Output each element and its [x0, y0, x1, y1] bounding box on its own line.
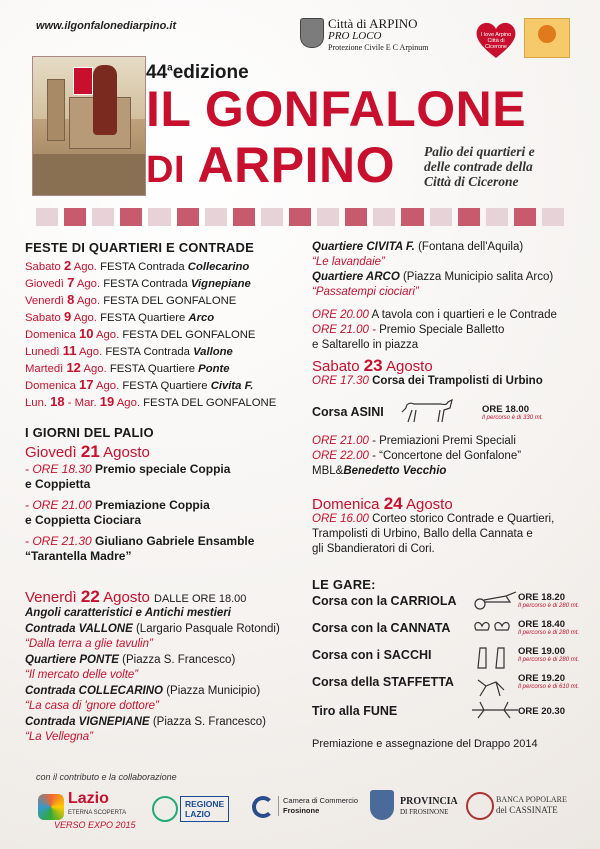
asini-time	[482, 404, 543, 421]
arpino-crest-icon	[300, 18, 324, 48]
text-right-sab2100_text: - Premiazioni Premi Speciali	[372, 435, 516, 447]
heart-logo-icon	[474, 20, 518, 60]
text-right-gare-3-pre: Corsa della	[312, 675, 380, 689]
event-line	[312, 449, 521, 464]
text-left-feste_last-a: Lun.	[25, 397, 47, 409]
text-left-gio_items-0-time: - ORE 18.30	[25, 462, 92, 476]
text-right-top_items-1-place: (Piazza Municipio salita Arco)	[402, 271, 554, 283]
gara-time	[518, 706, 565, 717]
event-line	[312, 512, 554, 527]
event-line: e Coppietta Ciociara	[25, 513, 142, 527]
text-left-feste-1-day: Giovedì	[25, 278, 64, 290]
text-left-feste-4-month: Ago.	[95, 329, 120, 341]
text-footer-banca-0: BANCA POPOLARE	[496, 795, 567, 804]
gare-list	[312, 594, 580, 724]
text-footer-lazio-0: Lazio	[68, 790, 109, 807]
giovedi-date	[25, 442, 150, 462]
text-footer-banca-1: del CASSINATE	[496, 805, 558, 815]
text-right-sab_num: 23	[363, 356, 383, 375]
text-right-gare-4-name: FUNE	[363, 704, 398, 718]
text-left-gio_items-0-text: Premio speciale Coppia	[95, 462, 231, 476]
text-left-feste-0-name: Collecarino	[187, 261, 250, 273]
text-left-feste-7-day: Domenica	[25, 380, 76, 392]
text-right-gare-0-pre: Corsa con la	[312, 594, 388, 608]
feste-heading: FESTE DI QUARTIERI E CONTRADE	[25, 240, 254, 255]
text-left-ven_items-0-name: Contrada VALLONE	[25, 622, 133, 635]
text-right-sab_text: Corsa dei Trampolisti di Urbino	[372, 375, 543, 387]
text-left-feste-6-name: Ponte	[198, 363, 230, 375]
feste-row	[25, 309, 276, 326]
wheelbarrow-icon	[475, 592, 516, 609]
text-left-ven_items-3-place: (Piazza S. Francesco)	[152, 715, 266, 728]
title-di: DI	[146, 149, 185, 191]
gara-row	[312, 704, 397, 718]
text-right-gare-2-pre: Corsa con i	[312, 648, 381, 662]
text-left-feste_last-b_num: 19	[99, 394, 115, 409]
event-line	[312, 308, 557, 323]
event-line	[312, 434, 521, 449]
gare-heading: LE GARE:	[312, 577, 376, 592]
text-right-dom_text: Corteo storico Contrade e Quartieri,	[372, 513, 555, 525]
text-left-feste-3-month: Ago.	[73, 312, 97, 324]
event-line	[25, 622, 280, 638]
event-quote: “Le lavandaie”	[312, 256, 385, 268]
subtitle-line: Città di Cicerone	[424, 174, 519, 189]
text-right-dom_month: Agosto	[405, 496, 453, 513]
text-left-feste-1-name: Vignepiane	[190, 278, 251, 290]
gara-time	[518, 646, 579, 663]
text-left-gio_day: Giovedì	[25, 444, 77, 461]
event-line: e Coppietta	[25, 477, 91, 491]
heart-text-2: Città di	[487, 38, 505, 44]
event-quote: “La Vellegna”	[25, 731, 93, 743]
text-left-feste-0-day: Sabato	[25, 261, 61, 273]
text-footer-lazio-1: ETERNA SCOPERTA	[68, 810, 127, 816]
feste-row	[25, 377, 276, 394]
event-line	[312, 240, 557, 255]
text-left-feste-3-text: FESTA Quartiere	[100, 312, 186, 324]
text-right-mbl_name: Benedetto Vecchio	[343, 465, 447, 477]
text-left-feste_last-b: Mar.	[74, 397, 97, 409]
event-quote: “Dalla terra a glie tavulin”	[25, 638, 153, 650]
text-right-gare-3-note: Il percorso è di 610 mt.	[518, 684, 580, 690]
text-right-gare-3-time: ORE 19.20	[518, 673, 565, 684]
heart-text-1: I love Arpino	[480, 32, 512, 38]
text-footer-lazio-2: VERSO EXPO 2015	[54, 820, 136, 830]
text-right-gare-2-time: ORE 19.00	[518, 646, 565, 657]
corsa-asini: Corsa ASINI	[312, 405, 384, 419]
feste-row	[25, 360, 276, 377]
text-left-gio_items-2-time: - ORE 21.30	[25, 534, 92, 548]
gara-row	[312, 648, 431, 662]
text-left-feste-4-day: Domenica	[25, 329, 76, 341]
text-right-gare-4-pre: Tiro alla	[312, 704, 360, 718]
text-left-feste-5-name: Vallone	[193, 346, 233, 358]
domenica-date	[312, 494, 453, 514]
feste-row	[25, 394, 276, 411]
text-right-sab_time: ORE 17.30	[312, 375, 369, 387]
trampolisti-line	[312, 375, 543, 387]
contributo-text: con il contributo e la collaborazione	[36, 772, 177, 782]
text-footer-camera-0: Camera di Commercio	[283, 796, 359, 805]
text-footer-provincia-0: PROVINCIA	[400, 796, 458, 807]
race-icons	[470, 586, 520, 726]
text-left-feste-1-month: Ago.	[76, 278, 101, 290]
feste-row	[25, 258, 276, 275]
text-right-gare-0-time: ORE 18.20	[518, 592, 565, 603]
decorative-band	[36, 208, 564, 226]
text-right-sab2200_text: - “Concertone del Gonfalone”	[372, 450, 522, 462]
text-left-feste-6-day: Martedì	[25, 363, 64, 375]
text-right-gare-1-note: Il percorso è di 280 mt.	[518, 630, 580, 636]
text-right-top_items-0-place: (Fontana dell'Aquila)	[418, 241, 524, 253]
text-right-sab2200: ORE 22.00	[312, 450, 369, 462]
event-line	[25, 653, 280, 669]
text-left-feste_last-a_num: 18	[50, 394, 65, 409]
text-right-gare-1-time: ORE 18.40	[518, 619, 565, 630]
event-line	[25, 684, 280, 700]
text-right-sab_day: Sabato	[312, 358, 360, 375]
text-left-feste-4-num: 10	[79, 326, 94, 341]
text-left-ven_items-1-place: (Piazza S. Francesco)	[122, 653, 236, 666]
sponsor-logos	[36, 784, 567, 834]
text-left-feste-2-month: Ago.	[76, 295, 101, 307]
text-right-dom_day: Domenica	[312, 496, 380, 513]
text-right-gare-4-time: ORE 20.30	[518, 706, 565, 717]
sabato-date	[312, 356, 433, 376]
heart-text-3: Cicerone	[484, 44, 508, 50]
text-left-feste-0-num: 2	[63, 258, 72, 273]
subtitle-line: Palio dei quartieri e	[424, 144, 535, 159]
historic-illustration	[32, 56, 146, 196]
giovedi-events	[25, 462, 254, 564]
text-right-ore2100_text: Premio Speciale Balletto	[379, 324, 505, 336]
relay-icon	[478, 680, 504, 696]
feste-list	[25, 258, 276, 411]
title-line-2	[146, 137, 396, 193]
text-right-mbl: MBL&	[312, 465, 344, 477]
text-left-gio_num: 21	[80, 442, 100, 461]
text-right-sab_month: Agosto	[385, 358, 433, 375]
text-left-feste-2-num: 8	[67, 292, 75, 307]
text-right-gare-1-name: CANNATA	[390, 621, 451, 635]
text-right-ore2100: ORE 21.00 -	[312, 324, 376, 336]
text-right-gare-0-note: Il percorso è di 280 mt.	[518, 603, 580, 609]
text-right-asini_note: Il percorso è di 330 mt.	[482, 415, 544, 421]
sabato-evening	[312, 434, 521, 479]
gara-time	[518, 673, 579, 690]
text-left-feste-5-day: Lunedì	[25, 346, 60, 358]
protezione-line: Protezione Civile E C Arpinum	[328, 43, 429, 52]
text-left-feste_last-month: Ago.	[116, 397, 141, 409]
text-left-ven_time: DALLE ORE 18.00	[154, 593, 247, 605]
text-left-feste-6-month: Ago.	[83, 363, 107, 375]
text-left-feste-5-text: FESTA Contrada	[105, 346, 190, 358]
event-quote: “Passatempi ciociari”	[312, 286, 419, 298]
text-right-gare-2-name: SACCHI	[383, 648, 432, 662]
event-subtitle: Angoli caratteristici e Antichi mestieri	[25, 607, 231, 619]
text-right-ore2000_text: A tavola con i quartieri e le Contrade	[371, 309, 557, 321]
subtitle-line: delle contrade della	[424, 159, 533, 174]
premiazione-text: Premiazione e assegnazione del Drappo 2014	[312, 738, 538, 750]
text-left-feste-7-text: FESTA Quartiere	[122, 380, 208, 392]
text-left-ven_month: Agosto	[103, 589, 150, 606]
camera-commercio-logo-icon	[250, 784, 359, 832]
gara-time	[518, 619, 579, 636]
event-line	[25, 462, 254, 477]
giorni-heading: I GIORNI DEL PALIO	[25, 425, 154, 440]
title-arpino: ARPINO	[197, 137, 396, 193]
gara-row	[312, 621, 450, 635]
gara-row	[312, 675, 454, 689]
text-left-feste_last-text: FESTA DEL GONFALONE	[143, 397, 277, 409]
text-left-gio_items-2-text: Giuliano Gabriele Ensamble	[95, 534, 255, 548]
text-right-gare-3-name: STAFFETTA	[382, 675, 454, 689]
text-left-feste-3-day: Sabato	[25, 312, 61, 324]
text-left-feste-3-name: Arco	[188, 312, 215, 324]
text-right-top_items-1-name: Quartiere ARCO	[312, 271, 400, 283]
text-left-gio_items-1-time: - ORE 21.00	[25, 498, 92, 512]
event-line	[25, 715, 280, 731]
text-left-ven_num: 22	[80, 587, 100, 606]
text-left-feste-2-day: Venerdì	[25, 295, 64, 307]
event-line: e Saltarello in piazza	[312, 339, 419, 351]
text-left-ven_items-2-name: Contrada COLLECARINO	[25, 684, 163, 697]
event-line	[312, 464, 521, 479]
event-quote: “Il mercato delle volte”	[25, 669, 139, 681]
edition-word: edizione	[172, 62, 249, 83]
text-left-ven_items-3-name: Contrada VIGNEPIANE	[25, 715, 150, 728]
text-left-feste-7-num: 17	[79, 377, 94, 392]
text-footer-regione-0: REGIONE	[185, 799, 225, 809]
proloco-logo-icon	[524, 18, 570, 58]
event-line	[25, 498, 254, 513]
text-left-ven_items-1-name: Quartiere PONTE	[25, 653, 119, 666]
venerdi-date	[25, 587, 246, 607]
gara-time	[518, 592, 579, 609]
event-line	[312, 270, 557, 285]
event-line	[312, 323, 557, 338]
donkey-icon	[400, 396, 456, 426]
proloco-line: PRO LOCO	[328, 30, 382, 42]
event-line	[25, 534, 254, 549]
text-left-feste-6-text: FESTA Quartiere	[109, 363, 196, 375]
text-left-feste-4-text: FESTA DEL GONFALONE	[122, 329, 256, 341]
rope-icon	[472, 702, 518, 718]
sack-icon	[478, 648, 504, 668]
text-left-feste-0-month: Ago.	[73, 261, 97, 273]
text-footer-provincia-1: DI FROSINONE	[400, 808, 449, 816]
citta-arpino-block	[328, 18, 428, 54]
citta-line: Città di ARPINO	[328, 16, 418, 31]
gara-row	[312, 594, 456, 608]
text-right-asini_time: ORE 18.00	[482, 404, 529, 415]
text-left-ven_day: Venerdì	[25, 589, 77, 606]
feste-row	[25, 343, 276, 360]
text-left-feste-6-num: 12	[66, 360, 81, 375]
text-footer-regione-1: LAZIO	[185, 809, 211, 819]
text-right-dom_num: 24	[383, 494, 403, 513]
text-footer-camera-1: Frosinone	[283, 806, 320, 815]
text-left-feste-7-month: Ago.	[95, 380, 120, 392]
text-left-gio_items-1-text: Premiazione Coppia	[95, 498, 210, 512]
feste-row	[25, 326, 276, 343]
event-quote: “La casa di 'gnore dottore”	[25, 700, 159, 712]
provincia-logo-icon	[368, 784, 464, 832]
text-left-ven_items-2-place: (Piazza Municipio)	[166, 684, 261, 697]
regione-lazio-logo-icon	[150, 784, 234, 832]
event-line: Trampolisti di Urbino, Ballo della Cannata e	[312, 528, 533, 540]
text-left-feste-3-num: 9	[63, 309, 72, 324]
banca-logo-icon	[466, 784, 567, 832]
jug-icon	[475, 623, 509, 630]
text-left-feste-1-text: FESTA Contrada	[103, 278, 188, 290]
text-right-top_items-0-name: Quartiere CIVITA F.	[312, 241, 415, 253]
text-right-ore2000: ORE 20.00	[312, 309, 369, 321]
text-left-feste_last-sep: -	[67, 397, 72, 409]
title-line-1: IL GONFALONE	[146, 81, 527, 137]
text-left-feste-7-name: Civita F.	[210, 380, 254, 392]
text-right-gare-0-name: CARRIOLA	[390, 594, 457, 608]
text-left-ven_items-0-place: (Largario Pasquale Rotondi)	[135, 622, 280, 635]
text-left-feste-5-num: 11	[62, 343, 77, 358]
text-right-dom_time: ORE 16.00	[312, 513, 369, 525]
venerdi-events	[25, 606, 280, 746]
edition-sup: a	[167, 62, 173, 74]
feste-row	[25, 292, 276, 309]
text-right-gare-2-note: Il percorso è di 280 mt.	[518, 657, 580, 663]
text-left-feste-0-text: FESTA Contrada	[100, 261, 185, 273]
text-left-feste-5-month: Ago.	[78, 346, 103, 358]
event-line: “Tarantella Madre”	[25, 549, 132, 563]
edition-number: 44	[146, 62, 168, 83]
text-left-feste-1-num: 7	[67, 275, 75, 290]
website-url[interactable]: www.ilgonfalonediarpino.it	[36, 20, 177, 32]
subtitle-block	[424, 144, 600, 189]
right-top-events	[312, 240, 557, 353]
domenica-events	[312, 512, 554, 557]
text-right-sab2100: ORE 21.00	[312, 435, 369, 447]
text-left-gio_month: Agosto	[103, 444, 150, 461]
event-line: gli Sbandieratori di Cori.	[312, 543, 435, 555]
text-right-gare-1-pre: Corsa con la	[312, 621, 388, 635]
lazio-logo-icon	[36, 784, 140, 832]
text-left-feste-2-text: FESTA DEL GONFALONE	[103, 295, 237, 307]
feste-row	[25, 275, 276, 292]
